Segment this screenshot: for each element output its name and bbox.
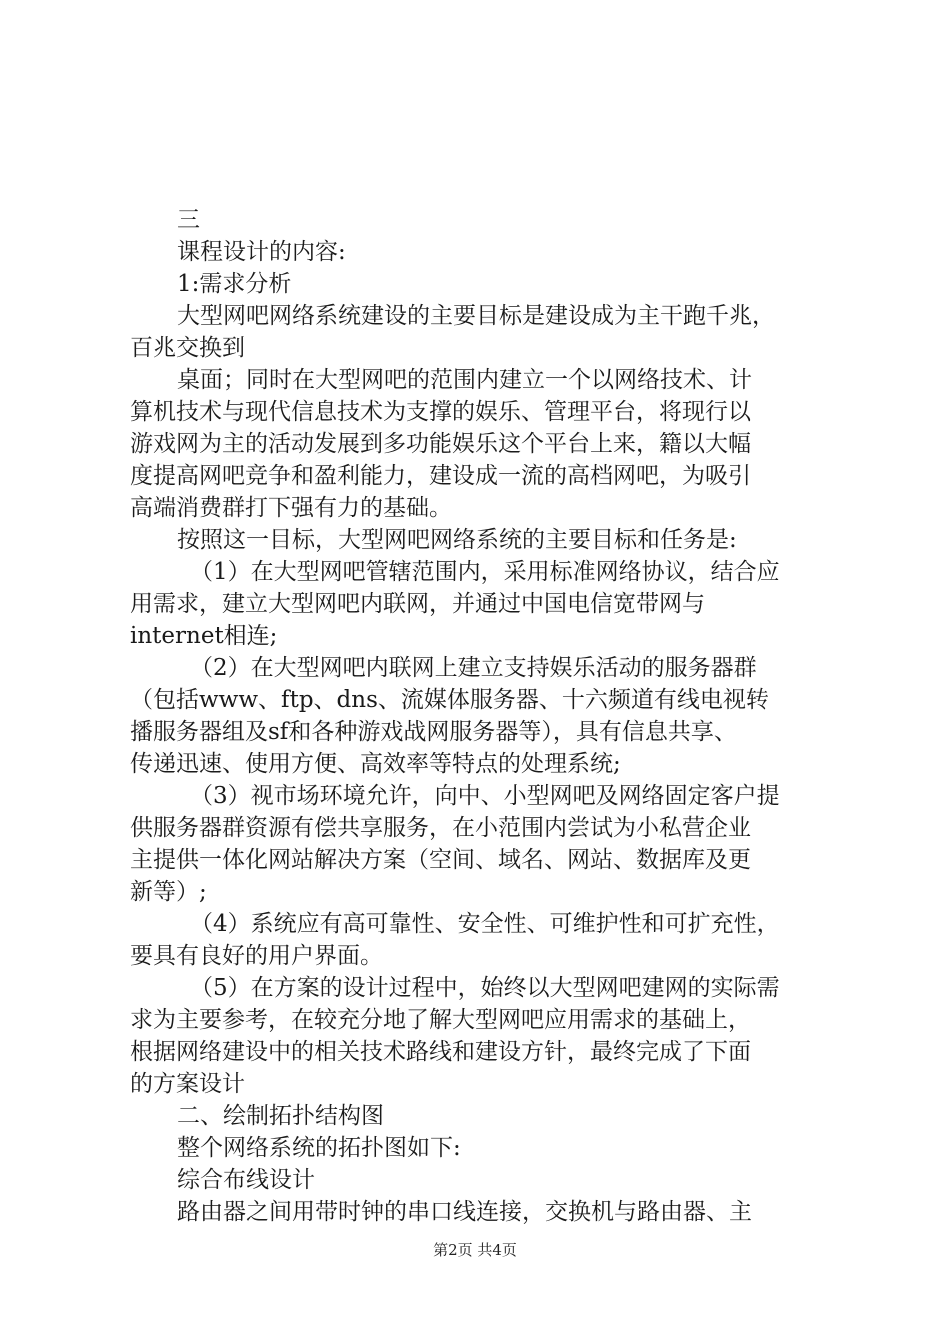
heading-cabling: 综合布线设计 [177,1167,315,1193]
text-line: 百兆交换到 [130,335,245,361]
text-line: 用需求，建立大型网吧内联网，并通过中国电信宽带网与 [130,591,705,617]
text-line: 桌面；同时在大型网吧的范围内建立一个以网络技术、计 [177,367,752,393]
text-line: 根据网络建设中的相关技术路线和建设方针，最终完成了下面 [130,1039,751,1065]
text-line: 的方案设计 [130,1071,245,1097]
section-number: 三 [177,207,200,233]
text-line: 度提高网吧竞争和盈利能力，建设成一流的高档网吧，为吸引 [130,463,751,489]
list-item-2: （2）在大型网吧内联网上建立支持娱乐活动的服务器群 [190,655,757,681]
list-item-3: （3）视市场环境允许，向中、小型网吧及网络固定客户提 [190,783,780,809]
heading-requirements: 1:需求分析 [177,271,292,297]
heading-course-content: 课程设计的内容: [177,239,346,265]
text-line: 播服务器组及sf和各种游戏战网服务器等），具有信息共享、 [130,719,737,745]
text-line: 整个网络系统的拓扑图如下: [177,1135,461,1161]
text-line: 按照这一目标，大型网吧网络系统的主要目标和任务是: [177,527,737,553]
text-line: 求为主要参考，在较充分地了解大型网吧应用需求的基础上， [130,1007,751,1033]
list-item-4: （4）系统应有高可靠性、安全性、可维护性和可扩充性， [190,911,780,937]
text-line: （包括www、ftp、dns、流媒体服务器、十六频道有线电视转 [130,687,769,713]
text-line: 算机技术与现代信息技术为支撑的娱乐、管理平台，将现行以 [130,399,751,425]
list-item-5: （5）在方案的设计过程中，始终以大型网吧建网的实际需 [190,975,780,1001]
text-line: internet相连; [130,623,278,649]
text-line: 高端消费群打下强有力的基础。 [130,495,452,521]
text-line: 供服务器群资源有偿共享服务，在小范围内尝试为小私营企业 [130,815,751,841]
document-body [130,204,830,1228]
text-line: 主提供一体化网站解决方案（空间、域名、网站、数据库及更 [130,847,751,873]
page-footer: 第2页 共4页 [433,1241,517,1259]
list-item-1: （1）在大型网吧管辖范围内，采用标准网络协议，结合应 [190,559,780,585]
text-line: 路由器之间用带时钟的串口线连接，交换机与路由器、主 [177,1199,752,1225]
heading-topology: 二、绘制拓扑结构图 [177,1103,384,1129]
text-line: 大型网吧网络系统建设的主要目标是建设成为主干跑千兆， [177,303,775,329]
text-line: 要具有良好的用户界面。 [130,943,383,969]
text-line: 传递迅速、使用方便、高效率等特点的处理系统; [130,751,621,777]
text-line: 新等）; [130,879,207,905]
text-line: 游戏网为主的活动发展到多功能娱乐这个平台上来，籍以大幅 [130,431,751,457]
